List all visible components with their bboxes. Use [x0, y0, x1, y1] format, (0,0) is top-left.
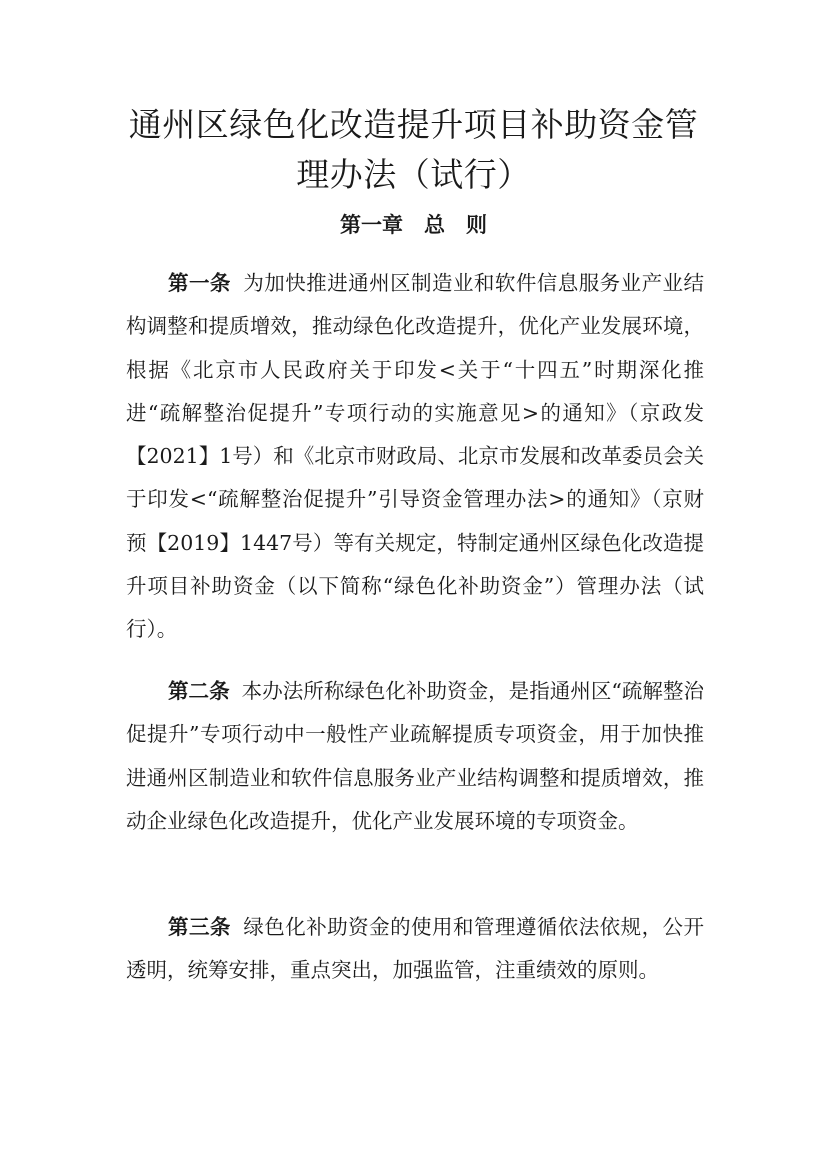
article-3-text: 绿色化补助资金的使用和管理遵循依法依规，公开透明，统筹安排，重点突出，加强监管，注重绩效的原则。 [126, 915, 705, 983]
article-2-text: 本办法所称绿色化补助资金，是指通州区“疏解整治促提升”专项行动中一般性产业疏解提质专项资金，用于加快推进通州区制造业和软件信息服务业产业结构调整和提质增效，推动企业绿色化改造提升，优化产业发展环境的专项资金。 [126, 679, 705, 833]
article-1 [126, 262, 704, 652]
article-2-label: 第二条 [168, 679, 230, 703]
article-2 [126, 670, 704, 843]
chapter-heading: 第一章 总 则 [340, 212, 487, 237]
article-1-text: 为加快推进通州区制造业和软件信息服务业产业结构调整和提质增效，推动绿色化改造提升，优化产业发展环境，根据《北京市人民政府关于印发<关于“十四五”时期深化推进“疏解整治促提升”专项行动的实施意见>的通知》（京政发【2021】1号）和《北京市财政局、北京市发展和改革委员会关于印发<“疏解整治促提升”引导资金管理办法>的通知》（京财预【2019】1447号）等有关规定，特制定通州区绿色化改造提升项目补助资金（以下简称“绿色化补助资金”）管理办法（试行）。 [126, 271, 705, 642]
article-1-label: 第一条 [168, 271, 231, 295]
article-3 [126, 906, 704, 993]
article-3-label: 第三条 [168, 915, 231, 939]
document-title: 通州区绿色化改造提升项目补助资金管理办法（试行） [128, 105, 699, 194]
